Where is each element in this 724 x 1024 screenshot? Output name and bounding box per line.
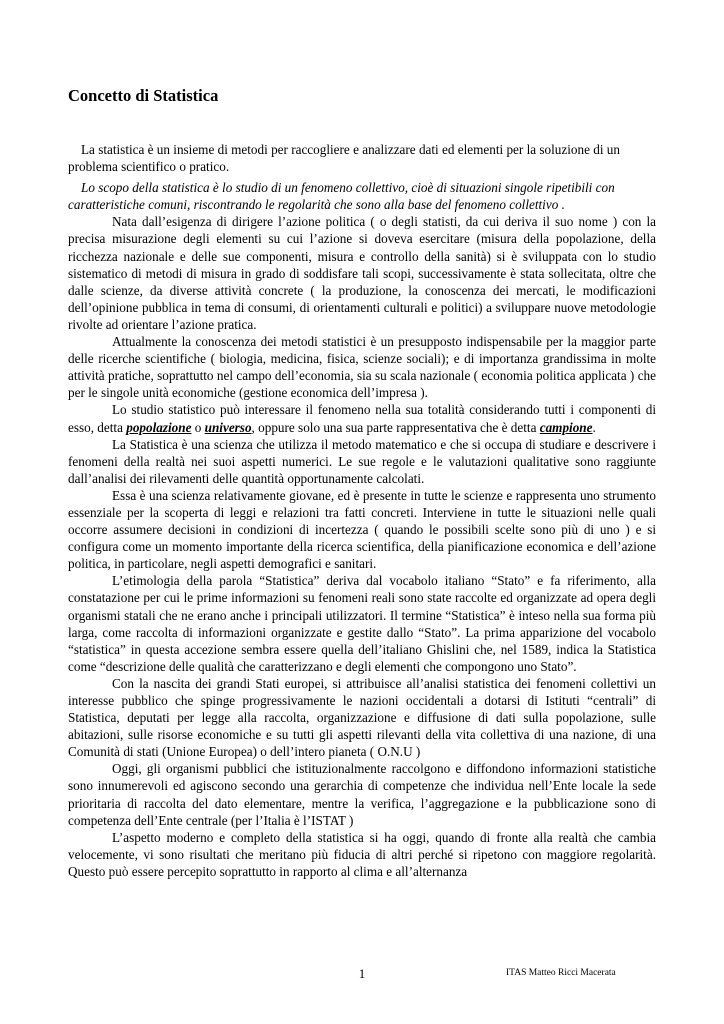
keyword-universo: universo: [204, 419, 252, 435]
paragraph-mathematical-method: La Statistica è una scienza che utilizza il metodo matematico e che si occupa di studiare e descrivere i fenomeni della realtà nei suoi aspetti numerici. Le sue regole e le valutazioni qualitative sono raggiunte dall’analisi dei rilevamenti delle quantità opportunamente calcolati.: [68, 436, 656, 486]
p3-text-4: .: [592, 419, 596, 435]
document-page: [68, 85, 656, 880]
intro-paragraph: La statistica è un insieme di metodi per raccogliere e analizzare dati ed elementi per la soluzione di un problema scientifico o pratico.: [68, 142, 620, 175]
paragraph-population-sample: [68, 401, 656, 435]
paragraph-etymology: L’etimologia della parola “Statistica” deriva dal vocabolo italiano “Stato” e fa riferimento, alla constatazione per cui le prime informazioni su fenomeni reali sono state raccolte ed organizzate ad opera degli organismi statali che ne erano anche i principali utilizzatori. Il termine “Statistica” è inteso nella sua forma più larga, come raccolta di informazioni organizzate e gestite dallo “Stato”. La prima apparizione del vocabolo “statistica” in questa accezione sembra essere quella dell’italiano Ghislini che, nel 1589, indica la Statistica come “descrizione delle qualità che caratterizzano e degli elementi che compongono uno Stato”.: [68, 573, 656, 674]
footer-credit: ITAS Matteo Ricci Macerata: [506, 968, 616, 978]
paragraph-current-knowledge: Attualmente la conoscenza dei metodi statistici è un presupposto indispensabile per la maggior parte delle ricerche scientifiche ( biologia, medicina, fisica, scienze sociali); e di importanza grandissima in molte attività pratiche, soprattutto nel campo dell’economia, sia su scala nazionale ( economia politica applicata ) che per le singole unità economiche (gestione economica dell’impresa ).: [68, 334, 656, 401]
p3-text-3: , oppure solo una sua parte rappresentativa che è detta: [251, 419, 540, 435]
page-title: Concetto di Statistica: [68, 86, 219, 105]
paragraph-modern-aspect: L’aspetto moderno e completo della statistica si ha oggi, quando di fronte alla realtà che cambia velocemente, vi sono risultati che meritano più fiducia di altri perché si ripetono con maggiore regolarità. Questo può essere percepito soprattutto in rapporto al clima e all’alternanza: [68, 829, 656, 879]
p3-text-2: o: [191, 419, 205, 435]
paragraph-young-science: Essa è una scienza relativamente giovane, ed è presente in tutte le scienze e rappresenta uno strumento essenziale per la scoperta di leggi e relazioni tra fatti concreti. Interviene in tutte le situazioni nelle quali occorre assumere decisioni in condizioni di incertezza ( quando le possibili scelte sono più di uno ) e si configura come un momento importante della ricerca scientifica, della pianificazione economica e dell’azione politica, in particolare, negli aspetti demografici e sanitari.: [68, 487, 656, 572]
keyword-campione: campione: [539, 419, 593, 435]
keyword-popolazione: popolazione: [126, 419, 192, 435]
page-number: 1: [358, 966, 366, 981]
paragraph-european-states: Con la nascita dei grandi Stati europei, si attribuisce all’analisi statistica dei fenomeni collettivi un interesse pubblico che spinge progressivamente le nazioni occidentali a dotarsi di Istituti “centrali” di Statistica, deputati per legge alla raccolta, organizzazione e diffusione di dati sulla popolazione, sulle abitazioni, sulle risorse economiche e su tutti gli aspetti rilevanti della vita collettiva di una nazione, di una Comunità di stati (Unione Europea) o dell’intero pianeta ( O.N.U ): [68, 675, 656, 760]
paragraph-origins: Nata dall’esigenza di dirigere l’azione politica ( o degli statisti, da cui deriva il suo nome ) con la precisa misurazione degli elementi su cui l’azione si doveva esercitare (misura della popolazione, della ricchezza nazionale e delle sue componenti, misura e controllo della sanità) si è sviluppata con lo studio sistematico di metodi di misura in grado di soddisfare tali scopi, successivamente è stata sollecitata, oltre che dalle scienze, da diverse attività concrete ( la produzione, la conoscenza dei mercati, le modificazioni dell’opinione pubblica in tema di consumi, di orientamenti culturali e politici) a sviluppare nuove metodologie rivolte ad orientare l’azione pratica.: [68, 214, 656, 332]
scope-paragraph: Lo scopo della statistica è lo studio di un fenomeno collettivo, cioè di situazioni singole ripetibili con caratteristiche comuni, riscontrando le regolarità che sono alla base del fenomeno collettivo .: [68, 180, 615, 213]
paragraph-public-bodies: Oggi, gli organismi pubblici che istituzionalmente raccolgono e diffondono informazioni statistiche sono innumerevoli ed agiscono secondo una gerarchia di competenze che individua nell’Ente locale la sede prioritaria di raccolta del dato elementare, mentre la verifica, l’aggregazione e la pubblicazione sono di competenza dell’Ente centrale (per l’Italia è l’ISTAT ): [68, 761, 656, 828]
document-body: [68, 141, 656, 880]
p3-text-1: Lo studio statistico può interessare il fenomeno nella sua totalità considerando tutti i componenti di esso, detta: [68, 402, 656, 435]
